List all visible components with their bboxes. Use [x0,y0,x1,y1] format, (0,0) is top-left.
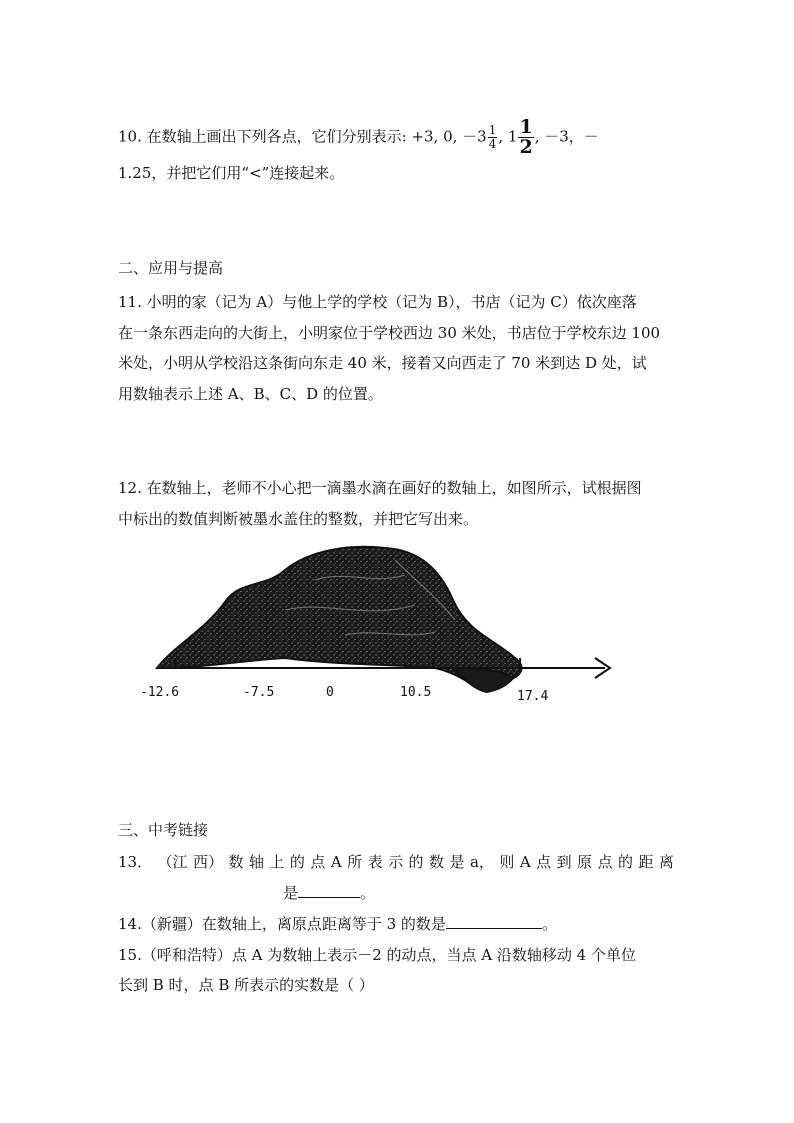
section3-heading: 三、中考链接 [118,821,209,839]
q10-line1 [118,118,599,157]
q14-answer-blank[interactable] [446,914,542,929]
q13-token: 示 [388,853,404,871]
q13-token: 原 [577,853,593,871]
q13-token: 是 [449,853,465,871]
q10-separator: , 1 [498,127,518,146]
q13-token: （江 [157,853,188,871]
fraction-one-half: $\frac{1}{2}$ [519,116,533,158]
q12-line1: 12. 在数轴上，老师不小心把一滴墨水滴在画好的数轴上，如图所示，试根据图 [118,479,642,497]
q13-token: 点 [536,853,552,871]
q13-token: 的 [408,853,424,871]
label-10-5: 10.5 [400,685,432,700]
q13-token: 轴 [248,853,264,871]
q13-token: 则 [499,853,515,871]
q15-line2: 长到 B 时，点 B 所表示的实数是（ ） [118,976,374,994]
q10-line2: 1.25，并把它们用“<”连接起来。 [118,164,345,182]
q11-line3: 米处，小明从学校沿这条街向东走 40 米，接着又向西走了 70 米到达 D 处，试 [118,354,647,372]
q12-line2: 中标出的数值判断被墨水盖住的整数，并把它写出来。 [118,510,479,528]
q14-text: 14.（新疆）在数轴上，离原点距离等于 3 的数是 [118,915,446,933]
fraction-one-quarter: $\frac{1}{4}$ [488,123,497,151]
q13-token: 西） [193,853,224,871]
q13-line2 [283,883,375,903]
q14-end: 。 [541,915,557,933]
q13-token: 数 [429,853,445,871]
q13-token: 13． [118,853,153,871]
q13-token: 到 [556,853,572,871]
q13-token: A [519,853,531,871]
q13-token: 距 [638,853,654,871]
q14-line [118,914,557,934]
ink-blot [157,547,521,687]
q13-token: a， [469,853,494,871]
q13-token: 的 [617,853,633,871]
q13-token: A [330,853,342,871]
q11-line1: 11. 小明的家（记为 A）与他上学的学校（记为 B），书店（记为 C）依次座落 [118,293,637,311]
q13-token: 数 [228,853,244,871]
section2-heading: 二、应用与提高 [118,259,224,277]
q10-suffix: , －3，－ [534,127,599,146]
q15-line1: 15.（呼和浩特）点 A 为数轴上表示－2 的动点，当点 A 沿数轴移动 4 个单位 [118,946,636,964]
q10-prefix: 10. 在数轴上画出下列各点，它们分别表示: +3, 0, －3 [118,127,487,146]
q13-token: 的 [289,853,305,871]
q11-line2: 在一条东西走向的大街上，小明家位于学校西边 30 米处，书店位于学校东边 100 [118,324,661,342]
q11-line4: 用数轴表示上述 A、B、C、D 的位置。 [118,385,383,403]
q13-line1 [118,852,674,872]
q13-token: 上 [269,853,285,871]
q13-answer-blank[interactable] [298,883,360,898]
label-17-4: 17.4 [517,689,549,704]
q13-token: 表 [367,853,383,871]
q13-is: 是 [283,884,299,902]
q13-token: 所 [347,853,363,871]
q13-token: 点 [310,853,326,871]
label-neg-7-5: -7.5 [243,685,275,700]
q13-end: 。 [360,884,376,902]
q13-token: 离 [658,853,674,871]
number-line-figure [135,540,625,715]
label-neg-12-6: -12.6 [140,685,180,700]
label-zero: 0 [326,685,334,700]
q13-token: 点 [597,853,613,871]
